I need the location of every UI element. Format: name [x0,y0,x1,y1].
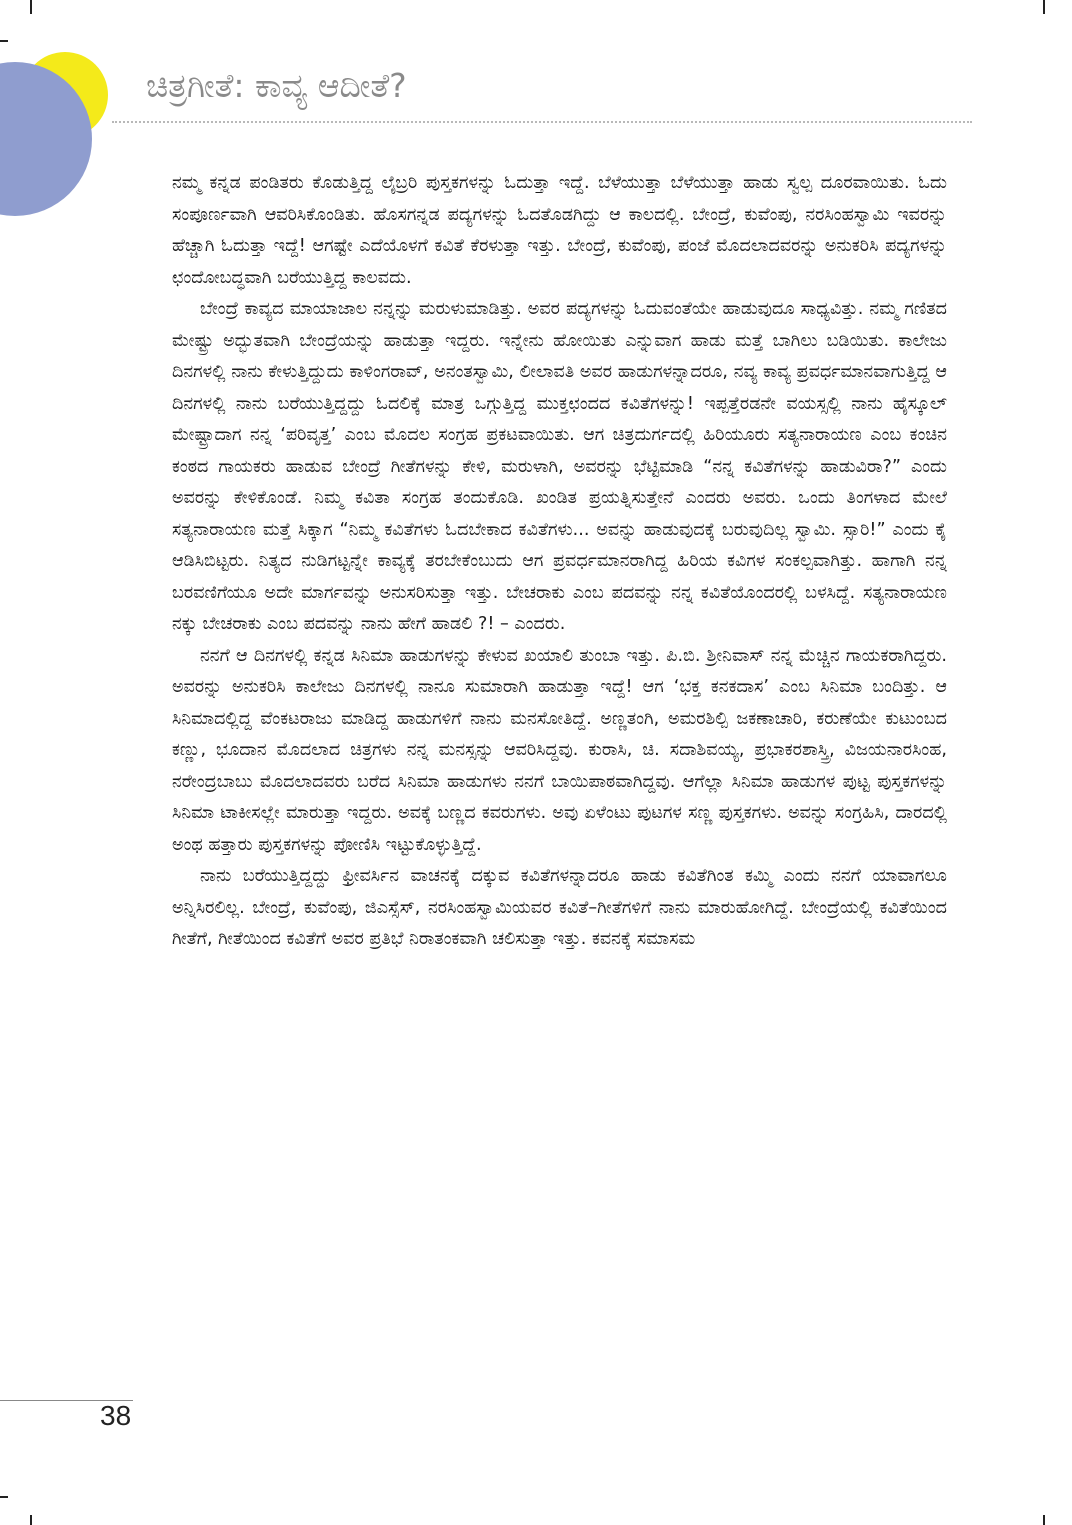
paragraph: ಬೇಂದ್ರೆ ಕಾವ್ಯದ ಮಾಯಾಜಾಲ ನನ್ನನ್ನು ಮರುಳುಮಾಡಿತ್ತು. ಅವರ ಪದ್ಯಗಳನ್ನು ಓದುವಂತೆಯೇ ಹಾಡುವುದೂ ಸಾಧ್ಯವಿತ್ತು. ನಮ್ಮ ಗಣಿತದ ಮೇಷ್ಟ್ರು ಅದ್ಭುತವಾಗಿ ಬೇಂದ್ರೆಯನ್ನು ಹಾಡುತ್ತಾ ಇದ್ದರು. ಇನ್ನೇನು ಹೋಯಿತು ಎನ್ನುವಾಗ ಹಾಡು ಮತ್ತೆ ಬಾಗಿಲು ಬಡಿಯಿತು. ಕಾಲೇಜು ದಿನಗಳಲ್ಲಿ ನಾನು ಕೇಳುತ್ತಿದ್ದುದು ಕಾಳಿಂಗರಾವ್, ಅನಂತಸ್ವಾಮಿ, ಲೀಲಾವತಿ ಅವರ ಹಾಡುಗಳನ್ನಾದರೂ, ನವ್ಯ ಕಾವ್ಯ ಪ್ರವರ್ಧಮಾನವಾಗುತ್ತಿದ್ದ ಆ ದಿನಗಳಲ್ಲಿ ನಾನು ಬರೆಯುತ್ತಿದ್ದದ್ದು ಓದಲಿಕ್ಕೆ ಮಾತ್ರ ಒಗ್ಗುತ್ತಿದ್ದ ಮುಕ್ತಛಂದದ ಕವಿತೆಗಳನ್ನು! ಇಪ್ಪತ್ತೆರಡನೇ ವಯಸ್ಸಲ್ಲಿ ನಾನು ಹೈಸ್ಕೂಲ್ ಮೇಷ್ಟ್ರಾದಾಗ ನನ್ನ ‘ಪರಿವೃತ್ತ’ ಎಂಬ ಮೊದಲ ಸಂಗ್ರಹ ಪ್ರಕಟವಾಯಿತು. ಆಗ ಚಿತ್ರದುರ್ಗದಲ್ಲಿ ಹಿರಿಯೂರು ಸತ್ಯನಾರಾಯಣ ಎಂಬ ಕಂಚಿನ ಕಂಠದ ಗಾಯಕರು ಹಾಡುವ ಬೇಂದ್ರೆ ಗೀತೆಗಳನ್ನು ಕೇಳಿ, ಮರುಳಾಗಿ, ಅವರನ್ನು ಭೆಟ್ಟಿಮಾಡಿ “ನನ್ನ ಕವಿತೆಗಳನ್ನು ಹಾಡುವಿರಾ?” ಎಂದು ಅವರನ್ನು ಕೇಳಿಕೊಂಡೆ. ನಿಮ್ಮ ಕವಿತಾ ಸಂಗ್ರಹ ತಂದುಕೊಡಿ. ಖಂಡಿತ ಪ್ರಯತ್ನಿಸುತ್ತೇನೆ ಎಂದರು ಅವರು. ಒಂದು ತಿಂಗಳಾದ ಮೇಲೆ ಸತ್ಯನಾರಾಯಣ ಮತ್ತೆ ಸಿಕ್ಕಾಗ “ನಿಮ್ಮ ಕವಿತೆಗಳು ಓದಬೇಕಾದ ಕವಿತೆಗಳು... ಅವನ್ನು ಹಾಡುವುದಕ್ಕೆ ಬರುವುದಿಲ್ಲ ಸ್ವಾಮಿ. ಸ್ಸಾರಿ!” ಎಂದು ಕೈ ಆಡಿಸಿಬಿಟ್ಟರು. ನಿತ್ಯದ ನುಡಿಗಟ್ಟನ್ನೇ ಕಾವ್ಯಕ್ಕೆ ತರಬೇಕೆಂಬುದು ಆಗ ಪ್ರವರ್ಧಮಾನರಾಗಿದ್ದ ಹಿರಿಯ ಕವಿಗಳ ಸಂಕಲ್ಪವಾಗಿತ್ತು. ಹಾಗಾಗಿ ನನ್ನ ಬರವಣಿಗೆಯೂ ಅದೇ ಮಾರ್ಗವನ್ನು ಅನುಸರಿಸುತ್ತಾ ಇತ್ತು. ಬೇಚರಾಕು ಎಂಬ ಪದವನ್ನು ನನ್ನ ಕವಿತೆಯೊಂದರಲ್ಲಿ ಬಳಸಿದ್ದೆ. ಸತ್ಯನಾರಾಯಣ ನಕ್ಕು ಬೇಚರಾಕು ಎಂಬ ಪದವನ್ನು ನಾನು ಹೇಗೆ ಹಾಡಲಿ ?! – ಎಂದರು. [172,299,947,634]
paragraph: ನನಗೆ ಆ ದಿನಗಳಲ್ಲಿ ಕನ್ನಡ ಸಿನಿಮಾ ಹಾಡುಗಳನ್ನು ಕೇಳುವ ಖಯಾಲಿ ತುಂಬಾ ಇತ್ತು. ಪಿ.ಬಿ. ಶ್ರೀನಿವಾಸ್ ನನ್ನ ಮೆಚ್ಚಿನ ಗಾಯಕರಾಗಿದ್ದರು. ಅವರನ್ನು ಅನುಕರಿಸಿ ಕಾಲೇಜು ದಿನಗಳಲ್ಲಿ ನಾನೂ ಸುಮಾರಾಗಿ ಹಾಡುತ್ತಾ ಇದ್ದೆ! ಆಗ ‘ಭಕ್ತ ಕನಕದಾಸ’ ಎಂಬ ಸಿನಿಮಾ ಬಂದಿತ್ತು. ಆ ಸಿನಿಮಾದಲ್ಲಿದ್ದ ವೆಂಕಟರಾಜು ಮಾಡಿದ್ದ ಹಾಡುಗಳಿಗೆ ನಾನು ಮನಸೋತಿದ್ದೆ. ಅಣ್ಣತಂಗಿ, ಅಮರಶಿಲ್ಪಿ ಜಕಣಾಚಾರಿ, ಕರುಣೆಯೇ ಕುಟುಂಬದ ಕಣ್ಣು, ಭೂದಾನ ಮೊದಲಾದ ಚಿತ್ರಗಳು ನನ್ನ ಮನಸ್ಸನ್ನು ಆವರಿಸಿದ್ದವು. ಕುರಾಸಿ, ಚಿ. ಸದಾಶಿವಯ್ಯ, ಪ್ರಭಾಕರಶಾಸ್ತ್ರಿ, ವಿಜಯನಾರಸಿಂಹ, ನರೇಂದ್ರಬಾಬು ಮೊದಲಾದವರು ಬರೆದ ಸಿನಿಮಾ ಹಾಡುಗಳು ನನಗೆ ಬಾಯಿಪಾಠವಾಗಿದ್ದವು. ಆಗೆಲ್ಲಾ ಸಿನಿಮಾ ಹಾಡುಗಳ ಪುಟ್ಟ ಪುಸ್ತಕಗಳನ್ನು ಸಿನಿಮಾ ಟಾಕೀಸಲ್ಲೇ ಮಾರುತ್ತಾ ಇದ್ದರು. ಅವಕ್ಕೆ ಬಣ್ಣದ ಕವರುಗಳು. ಅವು ಏಳೆಂಟು ಪುಟಗಳ ಸಣ್ಣ ಪುಸ್ತಕಗಳು. ಅವನ್ನು ಸಂಗ್ರಹಿಸಿ, ದಾರದಲ್ಲಿ ಅಂಥ ಹತ್ತಾರು ಪುಸ್ತಕಗಳನ್ನು ಪೋಣಿಸಿ ಇಟ್ಟುಕೊಳ್ಳುತ್ತಿದ್ದೆ. [172,645,947,855]
crop-mark-top-right [1043,0,1045,14]
page-number: 38 [100,1400,132,1431]
chapter-title: ಚಿತ್ರಗೀತೆ: ಕಾವ್ಯ ಆದೀತೆ? [146,66,407,105]
crop-mark-bottom-left [30,1515,32,1525]
body-text [172,168,947,956]
header-dotted-rule [112,121,972,123]
crop-mark-bottom-right [1043,1515,1045,1525]
crop-mark-top-left [30,0,32,14]
paragraph: ನಾನು ಬರೆಯುತ್ತಿದ್ದದ್ದು ಫ್ರೀವರ್ಸಿನ ವಾಚನಕ್ಕೆ ದಕ್ಕುವ ಕವಿತೆಗಳನ್ನಾದರೂ ಹಾಡು ಕವಿತೆಗಿಂತ ಕಮ್ಮಿ ಎಂದು ನನಗೆ ಯಾವಾಗಲೂ ಅನ್ನಿಸಿರಲಿಲ್ಲ. ಬೇಂದ್ರೆ, ಕುವೆಂಪು, ಜಿಎಸ್ಸೆಸ್, ನರಸಿಂಹಸ್ವಾಮಿಯವರ ಕವಿತೆ–ಗೀತೆಗಳಿಗೆ ನಾನು ಮಾರುಹೋಗಿದ್ದೆ. ಬೇಂದ್ರೆಯಲ್ಲಿ ಕವಿತೆಯಿಂದ ಗೀತೆಗೆ, ಗೀತೆಯಿಂದ ಕವಿತೆಗೆ ಅವರ ಪ್ರತಿಭೆ ನಿರಾತಂಕವಾಗಿ ಚಲಿಸುತ್ತಾ ಇತ್ತು. ಕವನಕ್ಕೆ ಸಮಾಸಮ [172,866,947,949]
crop-mark-left-upper [0,40,8,42]
paragraph: ನಮ್ಮ ಕನ್ನಡ ಪಂಡಿತರು ಕೊಡುತ್ತಿದ್ದ ಲೈಬ್ರರಿ ಪುಸ್ತಕಗಳನ್ನು ಓದುತ್ತಾ ಇದ್ದೆ. ಬೆಳೆಯುತ್ತಾ ಬೆಳೆಯುತ್ತಾ ಹಾಡು ಸ್ವಲ್ಪ ದೂರವಾಯಿತು. ಓದು ಸಂಪೂರ್ಣವಾಗಿ ಆವರಿಸಿಕೊಂಡಿತು. ಹೊಸಗನ್ನಡ ಪದ್ಯಗಳನ್ನು ಓದತೊಡಗಿದ್ದು ಆ ಕಾಲದಲ್ಲಿ. ಬೇಂದ್ರೆ, ಕುವೆಂಪು, ನರಸಿಂಹಸ್ವಾಮಿ ಇವರನ್ನು ಹೆಚ್ಚಾಗಿ ಓದುತ್ತಾ ಇದ್ದೆ! ಆಗಷ್ಟೇ ಎದೆಯೊಳಗೆ ಕವಿತೆ ಕೆರಳುತ್ತಾ ಇತ್ತು. ಬೇಂದ್ರೆ, ಕುವೆಂಪು, ಪಂಜೆ ಮೊದಲಾದವರನ್ನು ಅನುಕರಿಸಿ ಪದ್ಯಗಳನ್ನು ಛಂದೋಬದ್ಧವಾಗಿ ಬರೆಯುತ್ತಿದ್ದ ಕಾಲವದು. [172,173,947,288]
crop-mark-left-lower [0,1496,8,1498]
